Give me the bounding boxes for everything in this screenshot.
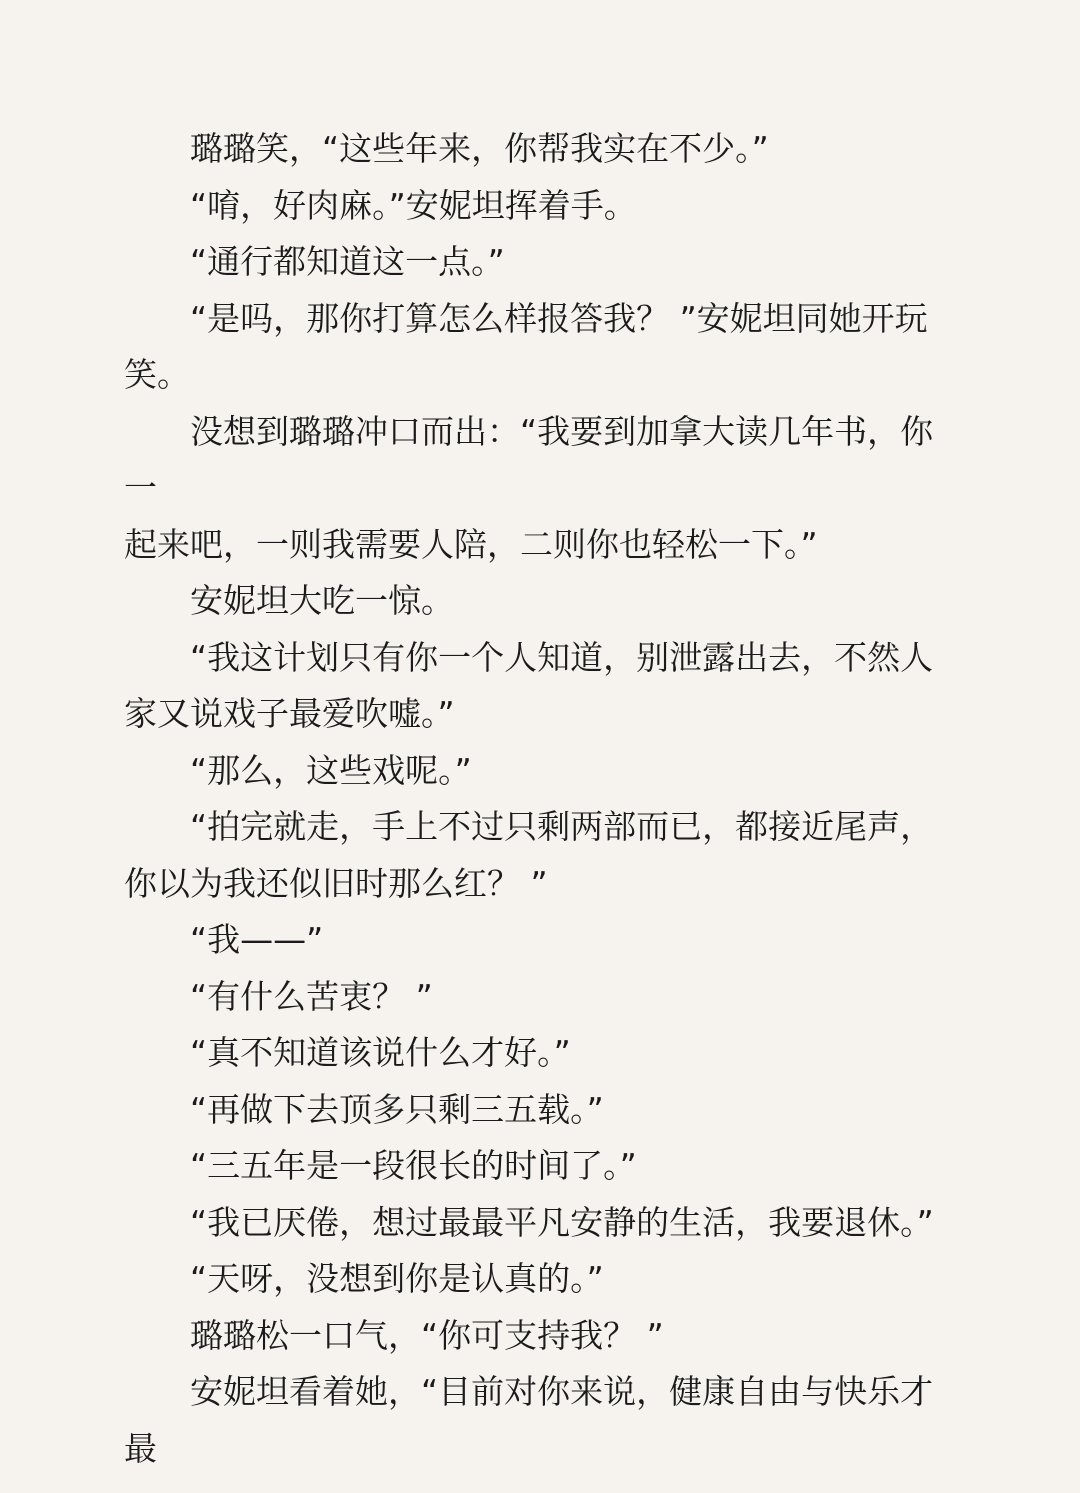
paragraph (124, 799, 960, 912)
paragraph (124, 573, 960, 630)
text-line: “再做下去顶多只剩三五载。” (190, 1089, 604, 1129)
paragraph (124, 912, 960, 969)
text-line: 起来吧，一则我需要人陪，二则你也轻松一下。” (124, 524, 818, 564)
paragraph (124, 1138, 960, 1195)
paragraph (124, 291, 960, 404)
paragraph (124, 1195, 960, 1252)
text-line: “唷，好肉麻。”安妮坦挥着手。 (190, 185, 637, 225)
text-line: “有什么苦衷？ ” (190, 976, 433, 1016)
text-block (124, 121, 960, 1477)
paragraph (124, 1251, 960, 1308)
text-line: “我这计划只有你一个人知道，别泄露出去，不然人 (190, 637, 934, 677)
text-line: “拍完就走，手上不过只剩两部而已，都接近尾声， (190, 807, 934, 846)
text-line: 璐璐笑，“这些年来，你帮我实在不少。” (190, 129, 769, 168)
text-line: “通行都知道这一点。” (190, 242, 505, 281)
text-line: “那么，这些戏呢。” (190, 750, 472, 790)
text-line: “真不知道该说什么才好。” (190, 1033, 571, 1072)
text-line: “我——” (190, 920, 324, 959)
paragraph (124, 178, 960, 235)
text-line: 安妮坦看着她，“目前对你来说，健康自由与快乐才最 (124, 1372, 934, 1468)
paragraph (124, 121, 960, 178)
text-line: 没想到璐璐冲口而出：“我要到加拿大读几年书，你一 (124, 411, 934, 507)
paragraph (124, 1364, 960, 1477)
text-line: 家又说戏子最爱吹嘘。” (124, 694, 455, 733)
text-line: “三五年是一段很长的时间了。” (190, 1146, 637, 1185)
paragraph (124, 1308, 960, 1365)
paragraph (124, 404, 960, 574)
paragraph (124, 630, 960, 743)
paragraph (124, 234, 960, 291)
text-line: 笑。 (124, 355, 190, 394)
paragraph (124, 1025, 960, 1082)
paragraph (124, 743, 960, 800)
text-line: “天呀，没想到你是认真的。” (190, 1259, 604, 1298)
text-line: 安妮坦大吃一惊。 (190, 581, 454, 620)
text-line: “是吗，那你打算怎么样报答我？ ”安妮坦同她开玩 (190, 298, 928, 338)
text-line: “我已厌倦，想过最最平凡安静的生活，我要退休。” (190, 1202, 934, 1242)
paragraph (124, 969, 960, 1026)
text-line: 你以为我还似旧时那么红？ ” (124, 863, 548, 903)
text-line: 璐璐松一口气，“你可支持我？ ” (190, 1315, 664, 1355)
paragraph (124, 1082, 960, 1139)
